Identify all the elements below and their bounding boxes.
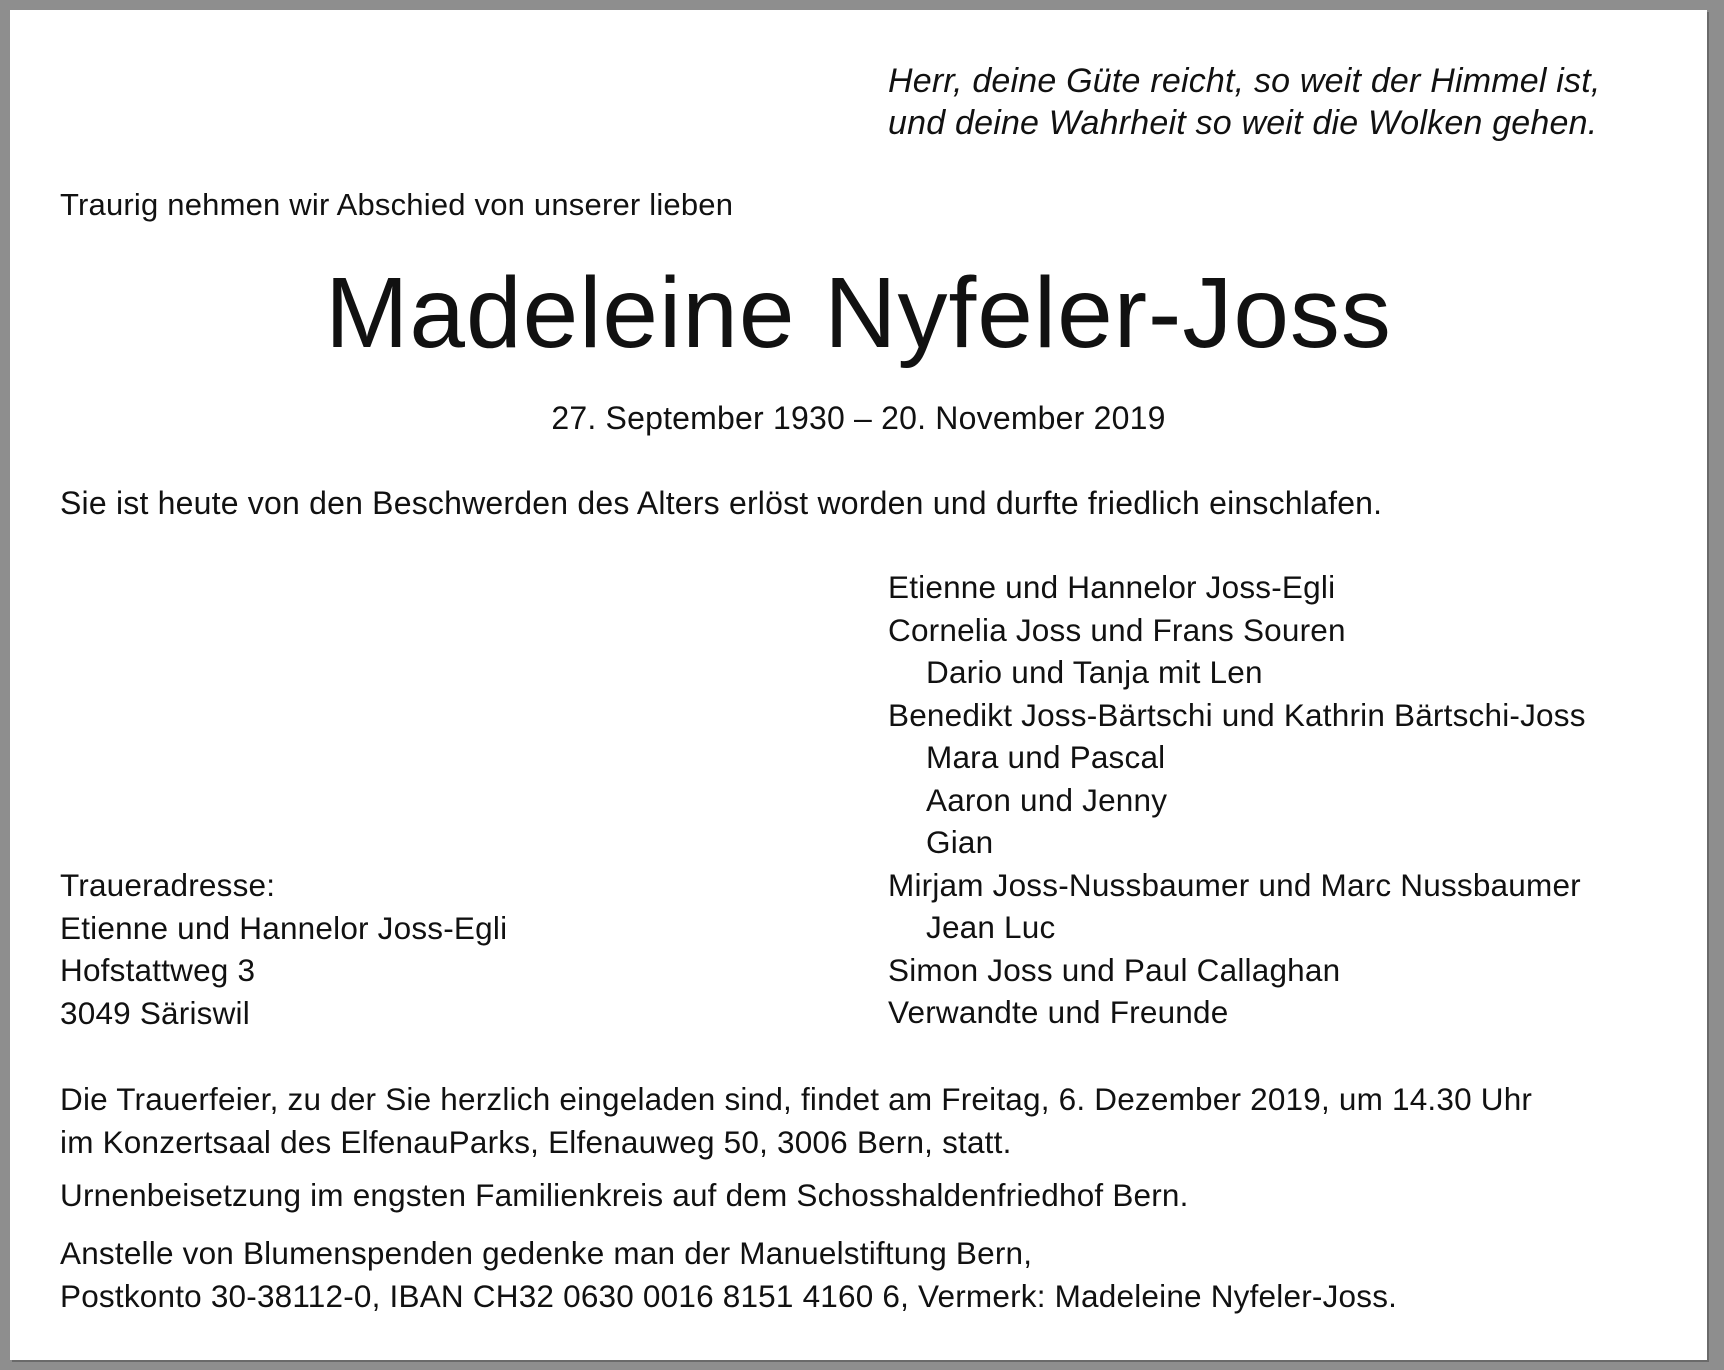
address-street: Hofstattweg 3 [60,952,256,988]
life-dates: 27. September 1930 – 20. November 2019 [551,400,1166,436]
intro-text: Traurig nehmen wir Abschied von unserer lieben [60,187,734,222]
family-member: Dario und Tanja mit Len [926,654,1263,690]
ceremony-line-1: Die Trauerfeier, zu der Sie herzlich eingeladen sind, findet am Freitag, 6. Dezember 2019, um 14.30 Uhr [60,1081,1533,1117]
family-member: Aaron und Jenny [926,781,1168,818]
urn-burial-text: Urnenbeisetzung im engsten Familienkreis auf dem Schosshaldenfriedhof Bern. [60,1177,1189,1213]
family-member: Jean Luc [926,909,1056,945]
family-member: Mara und Pascal [926,739,1166,775]
family-member: Etienne und Hannelor Joss-Egli [888,569,1336,605]
mourning-address [60,864,507,1034]
family-member: Simon Joss und Paul Callaghan [888,951,1341,988]
address-label: Traueradresse: [60,867,276,903]
family-member: Mirjam Joss-Nussbaumer und Marc Nussbaumer [888,866,1581,903]
family-list [888,566,1586,1034]
bible-verse [888,60,1601,144]
address-name: Etienne und Hannelor Joss-Egli [60,909,508,946]
ceremony-info [60,1078,1532,1164]
verse-line-1: Herr, deine Güte reicht, so weit der Himmel ist, [888,62,1601,100]
address-city: 3049 Säriswil [60,994,250,1031]
family-member: Gian [926,824,994,860]
deceased-name: Madeleine Nyfeler-Joss [325,257,1392,369]
ceremony-line-2: im Konzertsaal des ElfenauParks, Elfenauweg 50, 3006 Bern, statt. [60,1124,1012,1160]
released-text: Sie ist heute von den Beschwerden des Alters erlöst worden und durfte friedlich einschlafen. [60,485,1383,521]
family-member: Cornelia Joss und Frans Souren [888,611,1346,648]
donation-line-2: Postkonto 30-38112-0, IBAN CH32 0630 0016 8151 4160 6, Vermerk: Madeleine Nyfeler-Joss. [60,1278,1398,1314]
donation-line-1: Anstelle von Blumenspenden gedenke man der Manuelstiftung Bern, [60,1235,1033,1271]
donation-info [60,1232,1397,1318]
family-member: Benedikt Joss-Bärtschi und Kathrin Bärtschi-Joss [888,696,1586,733]
family-member: Verwandte und Freunde [888,994,1229,1030]
obituary-page [10,10,1707,1360]
verse-line-2: und deine Wahrheit so weit die Wolken gehen. [888,104,1598,142]
